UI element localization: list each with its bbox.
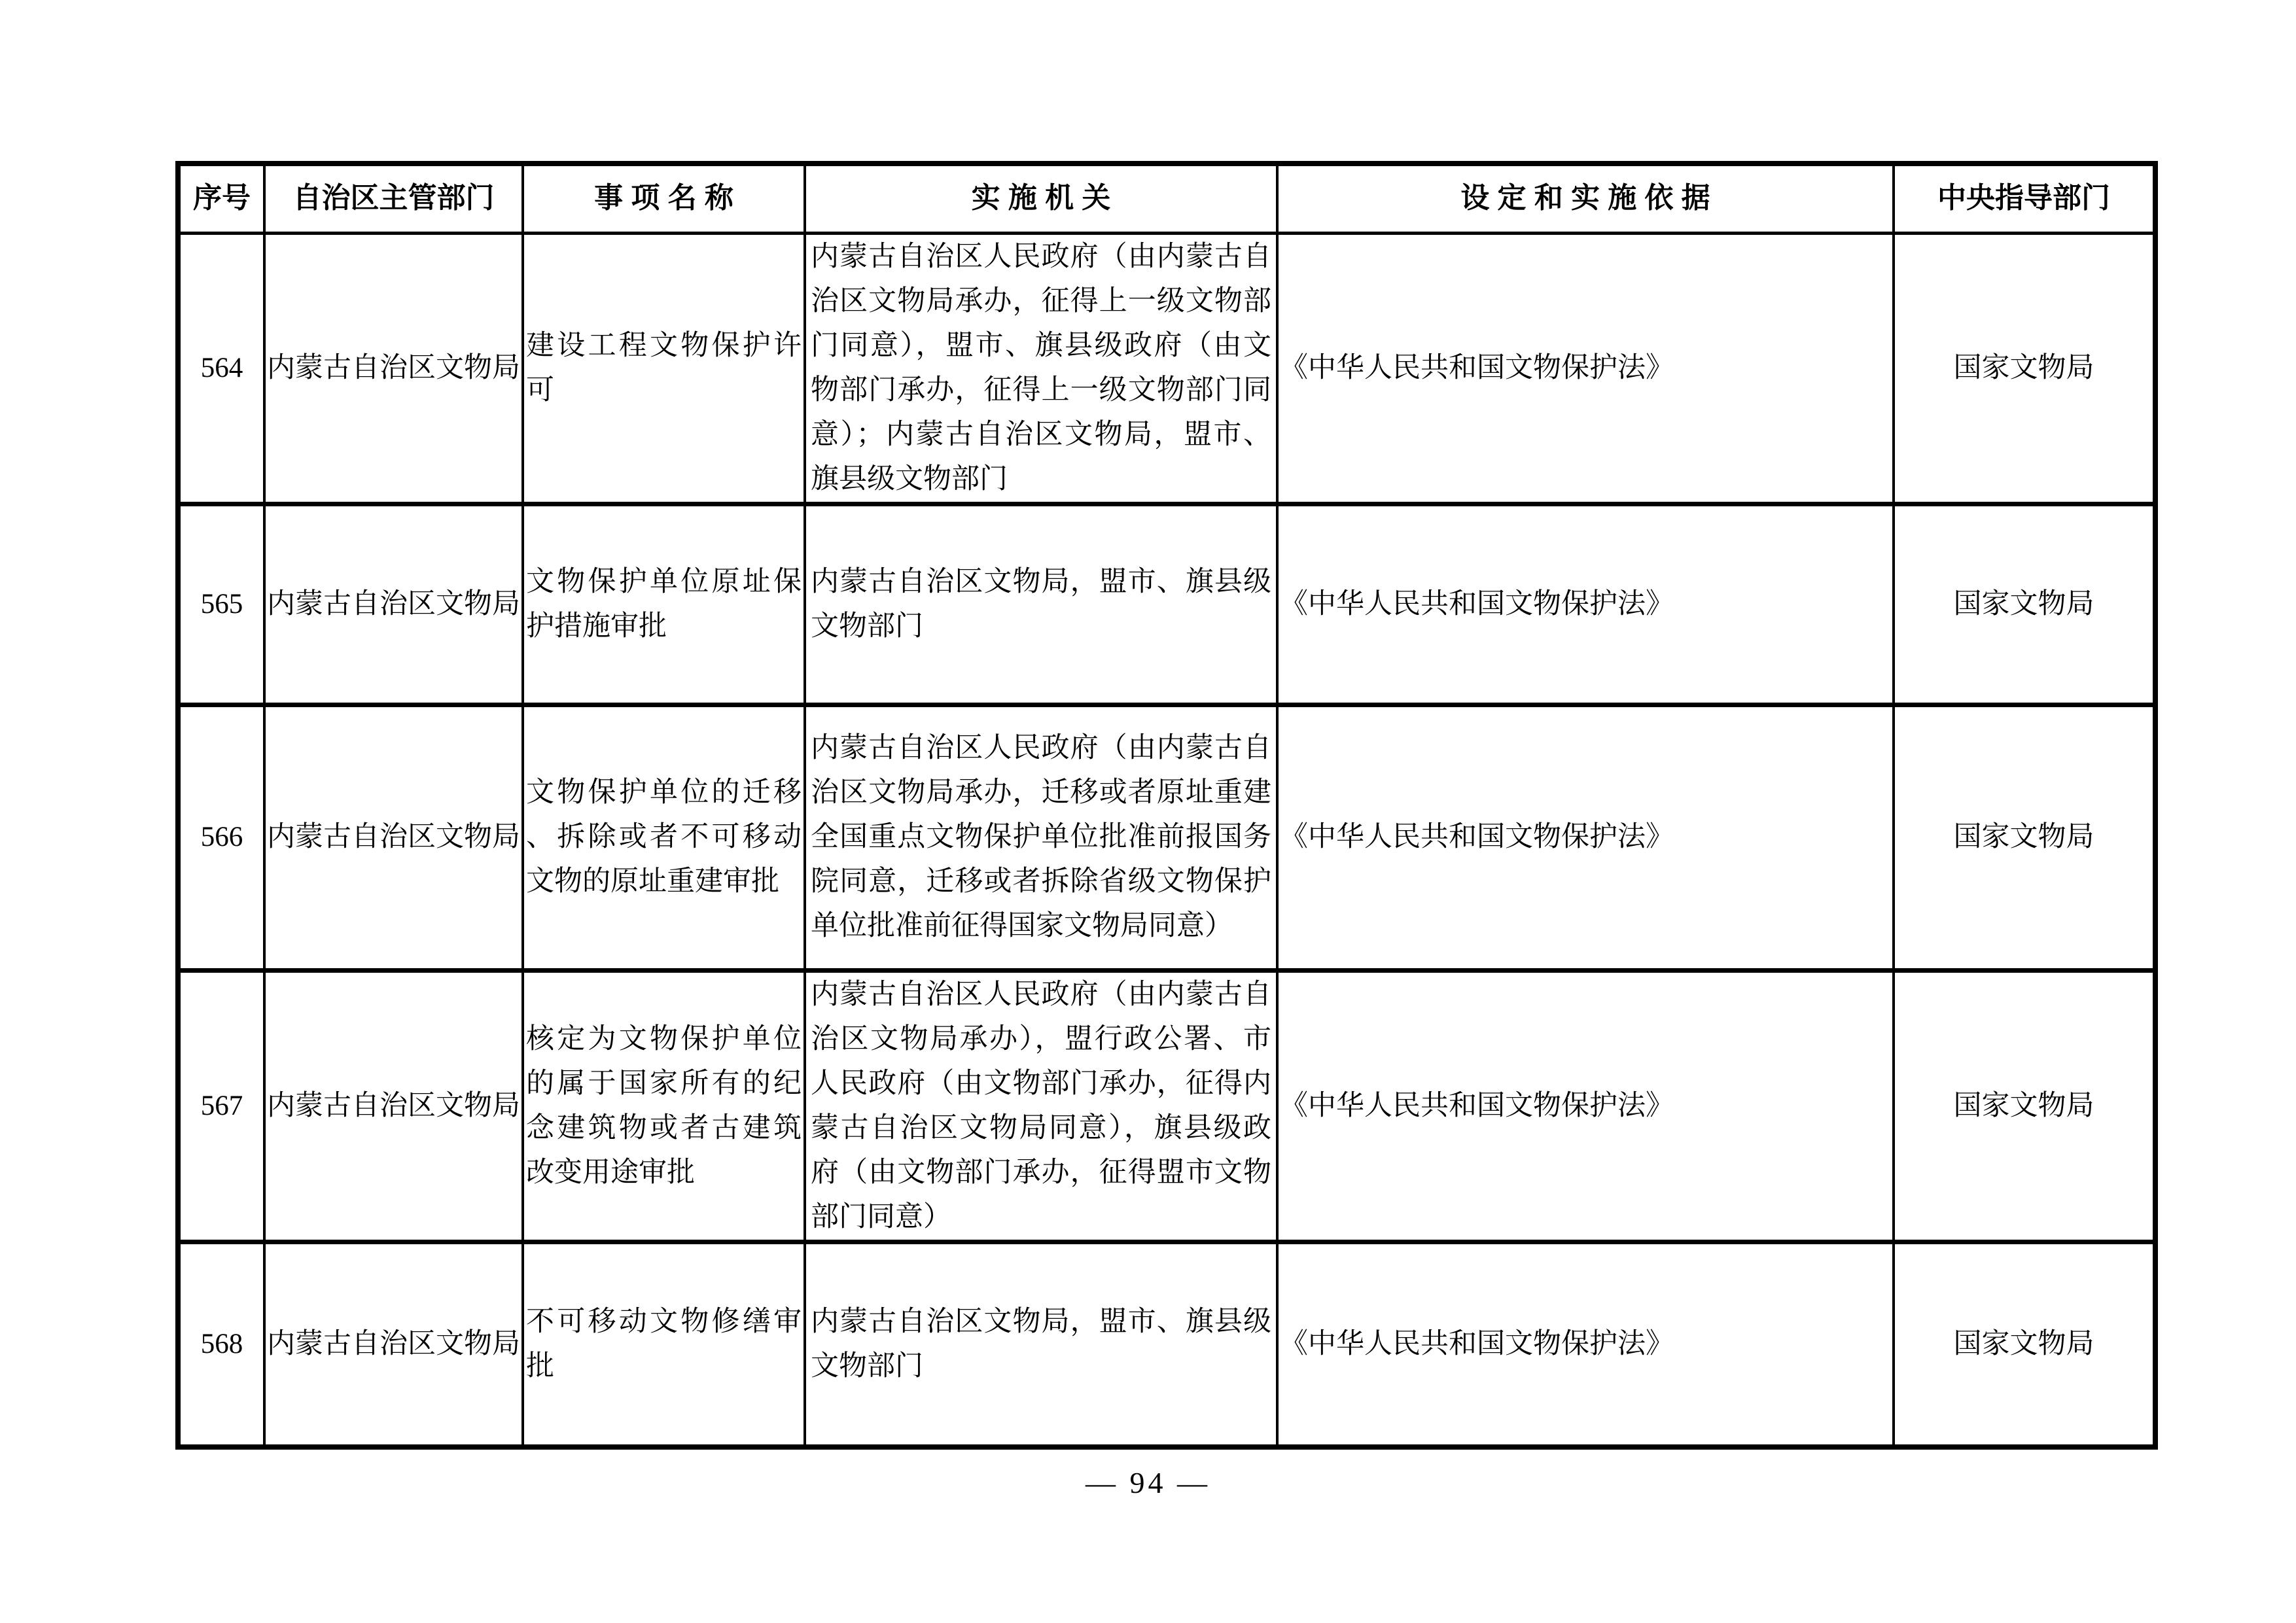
cell-department: 内蒙古自治区文物局 [264, 970, 523, 1242]
cell-seq: 566 [178, 705, 264, 970]
header-implementing-org: 实 施 机 关 [805, 164, 1277, 233]
cell-legal-basis: 《中华人民共和国文物保护法》 [1277, 1242, 1894, 1447]
cell-seq: 564 [178, 233, 264, 504]
cell-legal-basis: 《中华人民共和国文物保护法》 [1277, 233, 1894, 504]
cell-department: 内蒙古自治区文物局 [264, 1242, 523, 1447]
header-central-authority: 中央指导部门 [1894, 164, 2155, 233]
cell-item-name: 文物保护单位原址保护措施审批 [523, 504, 805, 705]
cell-item-name: 建设工程文物保护许可 [523, 233, 805, 504]
cell-central-authority: 国家文物局 [1894, 1242, 2155, 1447]
cell-implementing-org: 内蒙古自治区文物局，盟市、旗县级文物部门 [805, 504, 1277, 705]
table-row-567 [178, 970, 2155, 1242]
cell-implementing-org: 内蒙古自治区人民政府（由内蒙古自治区文物局承办，迁移或者原址重建全国重点文物保护单位批准前报国务院同意，迁移或者拆除省级文物保护单位批准前征得国家文物局同意） [805, 705, 1277, 970]
cell-department: 内蒙古自治区文物局 [264, 233, 523, 504]
cell-legal-basis: 《中华人民共和国文物保护法》 [1277, 970, 1894, 1242]
header-row [178, 164, 2155, 233]
cell-department: 内蒙古自治区文物局 [264, 705, 523, 970]
cell-central-authority: 国家文物局 [1894, 970, 2155, 1242]
table-row-568 [178, 1242, 2155, 1447]
cell-department: 内蒙古自治区文物局 [264, 504, 523, 705]
cell-item-name: 核定为文物保护单位的属于国家所有的纪念建筑物或者古建筑改变用途审批 [523, 970, 805, 1242]
cell-central-authority: 国家文物局 [1894, 504, 2155, 705]
header-item-name: 事 项 名 称 [523, 164, 805, 233]
cell-implementing-org: 内蒙古自治区文物局，盟市、旗县级文物部门 [805, 1242, 1277, 1447]
cell-legal-basis: 《中华人民共和国文物保护法》 [1277, 705, 1894, 970]
table-row-564 [178, 233, 2155, 504]
table-row-566 [178, 705, 2155, 970]
cell-implementing-org: 内蒙古自治区人民政府（由内蒙古自治区文物局承办，征得上一级文物部门同意），盟市、旗县级政府（由文物部门承办，征得上一级文物部门同意）；内蒙古自治区文物局，盟市、旗县级文物部门 [805, 233, 1277, 504]
table-row-565 [178, 504, 2155, 705]
header-legal-basis: 设 定 和 实 施 依 据 [1277, 164, 1894, 233]
cell-central-authority: 国家文物局 [1894, 233, 2155, 504]
cell-item-name: 文物保护单位的迁移、拆除或者不可移动文物的原址重建审批 [523, 705, 805, 970]
page-number: — 94 — [1086, 1466, 1210, 1499]
approval-items-table [175, 161, 2158, 1450]
cell-central-authority: 国家文物局 [1894, 705, 2155, 970]
cell-seq: 567 [178, 970, 264, 1242]
header-seq: 序号 [178, 164, 264, 233]
cell-legal-basis: 《中华人民共和国文物保护法》 [1277, 504, 1894, 705]
cell-implementing-org: 内蒙古自治区人民政府（由内蒙古自治区文物局承办），盟行政公署、市人民政府（由文物部门承办，征得内蒙古自治区文物局同意），旗县级政府（由文物部门承办，征得盟市文物部门同意） [805, 970, 1277, 1242]
cell-seq: 568 [178, 1242, 264, 1447]
cell-seq: 565 [178, 504, 264, 705]
cell-item-name: 不可移动文物修缮审批 [523, 1242, 805, 1447]
header-department: 自治区主管部门 [264, 164, 523, 233]
